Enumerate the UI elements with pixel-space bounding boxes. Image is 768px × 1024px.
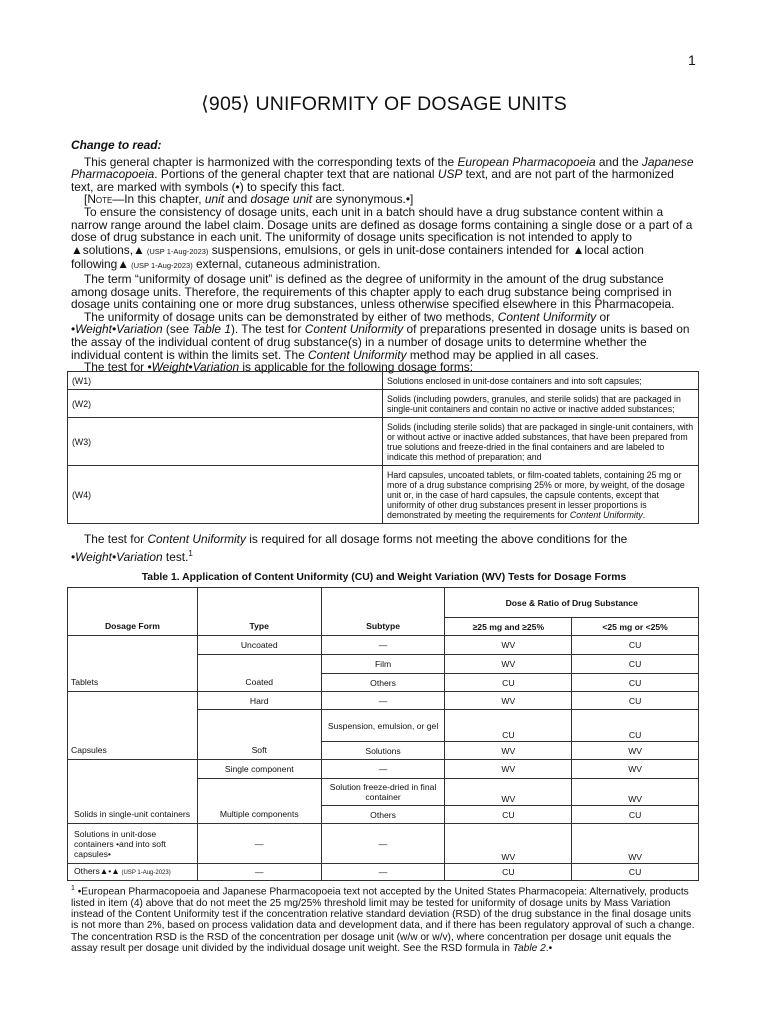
table-row (68, 372, 699, 390)
definition-paragraph: The term “uniformity of dosage unit” is defined as the degree of uniformity in the amount of the drug substance among dosage units. Therefore, the requirements of this chapter apply to each drug substance being comprised in dosage units containing one or more drug substances, unless otherwise specified elsewhere in this Pharmacopeia. (71, 271, 675, 312)
table-row (68, 466, 699, 524)
table-row: Solids in single-unit containers Multiple components Others CU CU (68, 806, 699, 824)
table-row: Uncoated — WV CU (68, 636, 699, 655)
dosage-forms-table (67, 371, 699, 524)
form-code: (W1) (68, 372, 383, 390)
table-row: Hard — WV CU (68, 692, 699, 710)
consistency-paragraph: To ensure the consistency of dosage units, each unit in a batch should have a drug substance content within a narrow range around the label claim. Dosage units are defined as dosage forms containing a single dose or a part of a dose of drug substance in each unit. The uniformity of dosage units specification is not intended to apply to ▲solutions,▲ (USP 1-Aug-2023) suspensions, emulsions, or gels in unit-dose containers intended for ▲local action following▲ (USP 1-Aug-2023) external, cutaneous administration. (71, 204, 693, 272)
table-row: Others▲•▲ (USP 1-Aug-2023) — — CU CU (68, 864, 699, 881)
header-subtype: Subtype (321, 618, 445, 636)
table-row: Single component — WV WV (68, 760, 699, 779)
table-row (68, 390, 699, 418)
table-row: Solution freeze-dried in final container WV WV (68, 779, 699, 806)
table-caption: Table 1. Application of Content Uniformity (CU) and Weight Variation (WV) Tests for Dosage Forms (141, 572, 627, 583)
intro-paragraph: This general chapter is harmonized with the corresponding texts of the European Pharmacopoeia and the Japanese Pharmacopoeia. Portions of the general chapter text that are national USP text, and are not part of the harmonized text, are marked with symbols (•) to specify this fact. (71, 154, 694, 194)
content-uniformity-paragraph: The test for Content Uniformity is required for all dosage forms not meeting the above conditions for the •Weight•Variation test.$^1$ (71, 532, 628, 564)
table-row: Capsules Soft Solutions WV WV (68, 742, 699, 760)
chapter-title: ⟨905⟩ UNIFORMITY OF DOSAGE UNITS (201, 93, 567, 115)
application-table (67, 587, 699, 881)
weight-variation-paragraph: The test for •Weight•Variation is applicable for the following dosage forms: (84, 360, 474, 375)
page-number: 1 (688, 52, 696, 68)
form-description: Solids (including powders, granules, and sterile solids) that are packaged in single-unit containers and contain no active or inactive added substances; (383, 390, 699, 418)
methods-paragraph: The uniformity of dosage units can be demonstrated by either of two methods, Content Uniformity or •Weight•Variation (see Table 1). The test for Content Uniformity of preparations presented in dosage units is based on the assay of the individual content of drug substance(s) in a number of dosage units to determine whether the individual content is within the limits set. The Content Uniformity method may be applied in all cases. (71, 309, 690, 362)
header-type: Type (197, 618, 321, 636)
table-row: Film WV CU (68, 655, 699, 674)
table-row (68, 418, 699, 466)
table-row: Suspension, emulsion, or gel CU CU (68, 710, 699, 742)
footnote-rule (71, 880, 151, 881)
header-dosage-form: Dosage Form (68, 618, 198, 636)
form-code: (W3) (68, 418, 383, 466)
table-row: Tablets Coated Others CU CU (68, 674, 699, 692)
form-description: Solids (including sterile solids) that are packaged in single-unit containers, with or without active or inactive added substances, that have been prepared from true solutions and freeze-dried in the final containers and are labeled to indicate this method of preparation; and (383, 418, 699, 466)
form-description: Hard capsules, uncoated tablets, or film-coated tablets, containing 25 mg or more of a drug substance comprising 25% or more, by weight, of the dosage unit or, in the case of hard capsules, the capsule contents, except that uniformity of other drug substances present in lesser proportions is demonstrated by meeting the requirements for Content Uniformity. (383, 466, 699, 524)
header-ge25: ≥25 mg and ≥25% (445, 618, 572, 636)
footnote: $^1$ •European Pharmacopoeia and Japanese Pharmacopoeia text not accepted by the United States Pharmacopeia: Alternatively, products listed in item (4) above that do not meet the 25 mg/25% threshold limit may be tested for uniformity of dosage units by Mass Variation instead of the Content Uniformity test if the concentration relative standard deviation (RSD) of the drug substance in the final dosage units is not more than 2%, based on process validation data and development data, and if there has been regulatory approval of such a change. The concentration RSD is the RSD of the concentration per dosage unit (w/w or w/v), where concentration per dosage unit equals the assay result per dosage unit divided by the individual dosage unit weight. See the RSD formula in Table 2.• (71, 885, 695, 954)
form-code: (W4) (68, 466, 383, 524)
form-description: Solutions enclosed in unit-dose containers and into soft capsules; (383, 372, 699, 390)
header-dose-ratio: Dose & Ratio of Drug Substance (445, 588, 699, 618)
table-row: Solutions in unit-dose containers •and into soft capsules• — — WV WV (68, 824, 699, 864)
note-paragraph: [Note—In this chapter, unit and dosage unit are synonymous.•] (84, 192, 414, 207)
header-lt25: <25 mg or <25% (572, 618, 699, 636)
change-label: Change to read: (71, 138, 162, 152)
chapter-body (71, 139, 699, 374)
form-code: (W2) (68, 390, 383, 418)
